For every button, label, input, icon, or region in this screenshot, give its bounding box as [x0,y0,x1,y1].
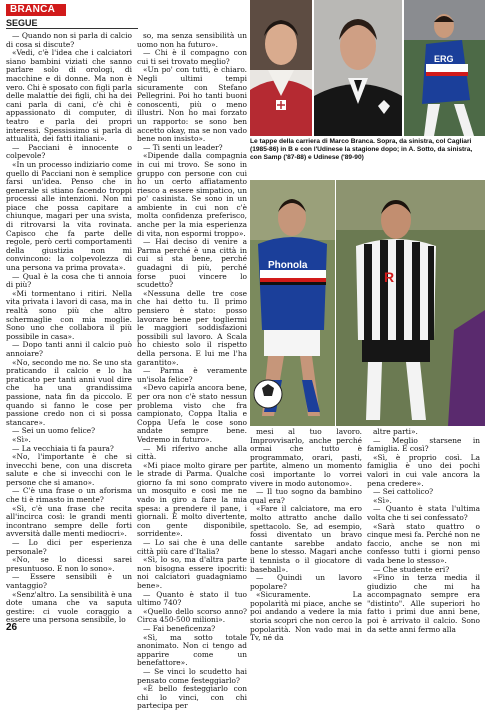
paragraph: so, ma senza sensibilità un uomo non ha futuro». [137,31,247,49]
paragraph: — Hai deciso di venire a Parma perché è una città in cui si sta bene, perché guadagni di più, perché forse puoi vincere lo scudetto? [137,237,247,290]
photo-cagliari [250,0,312,136]
section-tag [6,4,66,16]
header-rule [6,28,138,29]
paragraph: — Chi è il compagno con cui ti sei trovato meglio? [137,48,247,66]
paragraph: — Quanto è stata l'ultima volta che ti sei confessato? [367,504,480,522]
paragraph: «Sì, c'è una frase che recita all'incirca così: le grandi menti incontrano sempre delle forti avversità dalle menti mediocri». [6,503,132,539]
paragraph: «Sì, è proprio così. La famiglia è uno dei pochi valori in cui vale ancora la pena credere». [367,452,480,488]
paragraph: — Sei un uomo felice? [12,426,96,436]
paragraph: «Sarà stato quattro o cinque mesi fa. Perché non ne faccio, anche se non mi confesso tutti i giorni penso vada bene lo stesso». [367,521,480,565]
paragraph: — Dopo tanti anni il calcio può annoiare? [6,340,132,358]
paragraph: — Lo dici per esperienza personale? [6,538,132,556]
paragraph: «Mi piace molto girare per le strade di Parma. Qualche giorno fa mi sono comprato un mosquito e così me ne vado in giro a fare la mia spesa: a prendere il pane, i giornali. È molto divertente, con gente disponibile, sorridente». [137,460,247,539]
paragraph: «Sì». [373,495,392,505]
paragraph: «In un processo indiziario come quello di Pacciani non è semplice farsi un'idea. Penso che in generale si stiano facendo troppi processi alle intenzioni. Non mi piace che possa capitare a chiunque, magari per una svista, di ritrovarsi la vita rovinata. Capisco che fa parte delle regole, però certi comportamenti della giustizia non mi convincono: la colpevolezza di una persona va prima provata». [6,159,132,273]
paragraph: «Dipende dalla compagnia in cui mi trovo. Se sono in gruppo con persone con cui ho un certo affiatamento riesco a essere simpatico, un po' casinista. Se sono in un ambiente in cui non c'è molta confidenza preferisco, anche per la mia esperienza di vita, non espormi troppo». [137,151,247,238]
paragraph: «Devo capirla ancora bene, per ora non c'è stato nessun problema visto che fra campionato, Coppa Italia e Coppa Uefa le cose sono andate sempre bene. Vedremo in futuro». [137,383,247,444]
page-number: 26 [6,622,18,633]
paragraph: — C'è una frase o un aforisma che ti è rimasto in mente? [6,486,132,505]
paragraph: «Un po' con tutti, è chiaro. Negli ultimi tempi sicuramente con Stefano Pellegrini. Poi ho tanti buoni conoscenti, più o meno illustri. Non ho mai forzato un rapporto: se sono ben accetto okay, ma se non vado bene non insisto». [137,65,247,144]
paragraph: — Quindi un lavoro popolare? [250,573,362,591]
paragraph: «Vedi, c'è l'idea che i calciatori siano bambini viziati che sanno parlare solo di orologi, di macchine e di donne. Ma non è vero. Chi è sposato con figli parla delle malattie dei figli, chi ha dei cani parla di cani, c'è chi è appassionato di computer, di teatro e parla dei propri interessi. Spessissimo si parla di attualità, dei fatti italiani». [6,48,132,144]
article-column-1 [6,31,132,625]
paragraph: — Quanto è stato il tuo ultimo 740? [137,589,247,608]
article-column-3 [250,427,362,643]
paragraph: «È bello festeggiarlo con chi lo vinci, con chi partecipa per [137,684,247,711]
paragraph: — Ti senti un leader? [143,142,223,152]
photo-udinese-1986 [314,0,402,136]
section-label: BRANCA [10,4,56,15]
article-column-2 [137,31,247,711]
paragraph: — Pacciani è innocente o colpevole? [6,142,132,161]
paragraph: «No, se lo dicessi sarei presuntuoso. E non lo sono». [6,555,132,573]
paragraph: «No, secondo me no. Se uno sta praticando il calcio e lo ha praticato per tanti anni vuol dire che ha una grandissima passione, nata fin da piccolo. E quando si fanno le cose per passione credo non ci si possa stancare». [6,357,132,427]
photo-udinese-1989 [336,180,485,426]
paragraph: — Lo sai che è una delle città più care d'Italia? [137,538,247,556]
paragraph: «Sì». [12,434,31,444]
paragraph: «Sicuramente. La popolarità mi piace, anche se poi andando a vedere la mia storia scopri che non cerco la popolarità. Non vado mai in Tv, né da [250,590,362,643]
photo-samp-action [404,0,485,136]
paragraph: «Sì, ma sotto totale anonimato. Non ci tengo ad apparire come un benefattore». [137,632,247,668]
article-column-4 [367,427,480,634]
paragraph: altre parti». [373,427,418,436]
svg-text:R: R [384,269,395,285]
paragraph: — La vecchiaia ti fa paura? [12,443,114,453]
section-subtitle: SEGUE [6,18,38,28]
paragraph: «Quello dello scorso anno? Circa 450-500 milioni». [137,606,247,625]
paragraph: «Fino in terza media il giudizio che mi ha accompagnato sempre era "distinto". Alle superiori ho fatto i primi due anni bene, poi è arrivato il calcio. Sono da sette anni fermo alla [367,573,480,634]
paragraph: — Mi riferivo anche alla città. [137,443,247,462]
paragraph: «Sì, lo so, ma d'altra parte non bisogna essere ipocriti: noi calciatori guadagniamo bene». [137,555,247,590]
paragraph: — Che studente eri? [373,564,450,574]
paragraph: mesi al tuo lavoro. Improvvisarlo, anche perché ormai che tutto è programmato, orari, pasti, partite, almeno un momento così importante lo vorrei vivere in modo autonomo». [250,427,362,488]
photo-sampdoria-1987 [250,180,335,426]
paragraph: — Fai beneficenza? [143,623,216,633]
paragraph: — Se vinci lo scudetto hai pensato come festeggiarlo? [137,666,247,685]
paragraph: «Nessuna delle tre cose che hai detto tu. Il primo pensiero è stato: posso lavorare bene per togliermi le maggiori soddisfazioni possibili sul lavoro. A Scala ho chiesto solo il rispetto della persona. E lui me l'ha garantito». [137,288,247,367]
paragraph: — Meglio starsene in famiglia. E così? [367,435,480,454]
paragraph: — Il tuo sogno da bambino qual era? [250,487,362,505]
samp-sponsor: Phonola [268,260,308,271]
paragraph: «Senz'altro. La sensibilità è una dote umana che va saputa gestire: ci vuole coraggio a essere una persona sensibile, lo [6,589,132,625]
paragraph: — Sei cattolico? [373,487,434,497]
paragraph: — Quando non si parla di calcio di cosa si discute? [6,31,132,49]
paragraph: «Mi tormentano i ritiri. Nella vita privata i lavori di casa, ma in realtà sono più che altro schermaglie con mia moglie. Sono uno che collabora il più possibile in casa». [6,288,132,341]
svg-text:ERG: ERG [434,54,454,64]
paragraph: — Parma è veramente un'isola felice? [137,366,247,384]
paragraph: — Qual è la cosa che ti annoia di più? [6,271,132,290]
photo-caption: Le tappe della carriera di Marco Branca. Sopra, da sinistra, col Cagliari (1985-86) in B e con l'Udinese la stagione dopo; in A. Sotto, da sinistra, con Samp ('87-88) e Udinese ('89-90) [250,138,482,178]
paragraph: «Fare il calciatore, ma ero molto attratto anche dallo spettacolo. Se, ad esempio, fossi diventato un bravo cantante sarebbe andato bene lo stesso. Magari anche il tennista o il giocatore di baseball». [250,504,362,574]
paragraph: — Essere sensibili è un vantaggio? [6,572,132,590]
paragraph: «No, l'importante è che si invecchi bene, con una discreta salute e che si invecchi con le persone che si amano». [6,452,132,487]
